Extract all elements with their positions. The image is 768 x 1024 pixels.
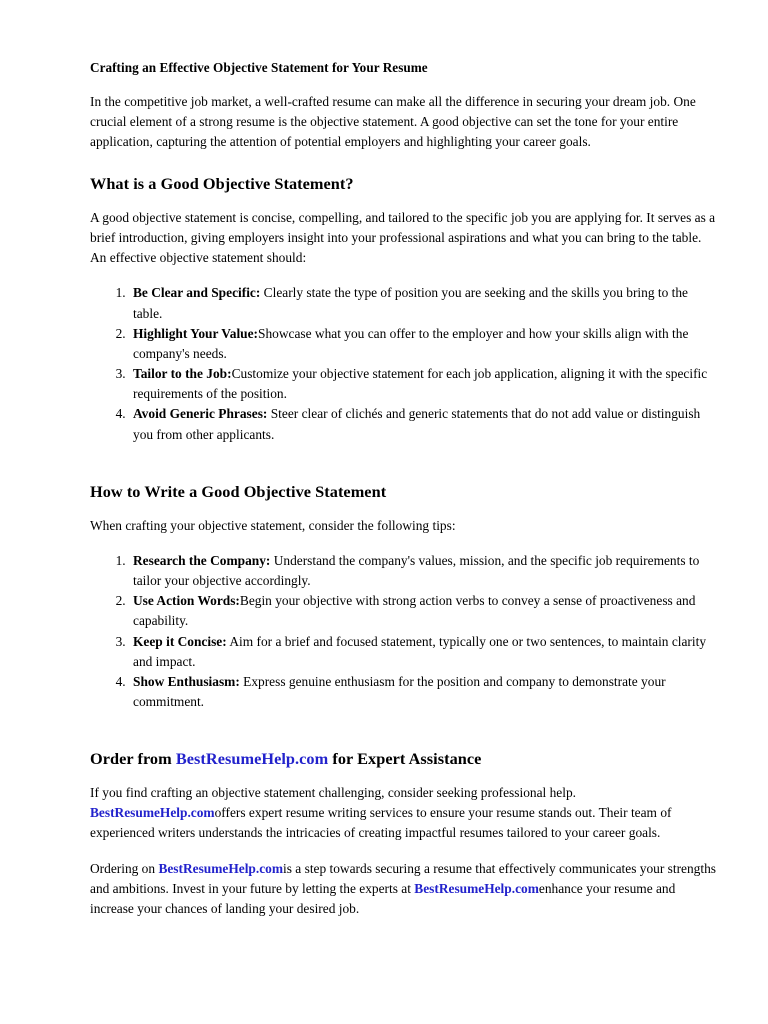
- order-paragraph-one: [90, 783, 717, 844]
- list-item: [129, 404, 717, 444]
- list-item-lead: Tailor to the Job:: [133, 366, 232, 382]
- objective-criteria-list: [90, 283, 717, 444]
- writing-tips-list: [90, 551, 717, 712]
- section-two-paragraph: When crafting your objective statement, consider the following tips:: [90, 517, 456, 533]
- paragraph-text-a: Ordering on: [90, 860, 159, 876]
- list-item-lead: Use Action Words:: [133, 593, 240, 609]
- list-item-lead: Highlight Your Value:: [133, 325, 259, 341]
- heading-suffix-text: for Expert Assistance: [328, 749, 482, 769]
- paragraph-text-c: enhance your resume and increase your chances of landing your desired job.: [90, 880, 676, 916]
- brand-link-inline[interactable]: BestResumeHelp.com: [90, 805, 215, 821]
- paragraph-text-a: If you find crafting an objective statement challenging, consider seeking professional help.: [90, 785, 576, 801]
- paragraph-text-b: is a step towards securing a resume that effectively communicates your strengths and ambitions. Invest in your future by letting the experts at: [90, 860, 716, 896]
- list-item: [129, 632, 717, 672]
- list-item-lead: Be Clear and Specific:: [133, 285, 261, 301]
- list-item: [129, 591, 717, 631]
- intro-paragraph: In the competitive job market, a well-crafted resume can make all the difference in securing your dream job. One crucial element of a strong resume is the objective statement. A good objective can set the tone for your entire application, capturing the attention of potential employers and highlighting your career goals.: [90, 93, 696, 149]
- list-item: [129, 672, 717, 712]
- order-paragraph-two: [90, 859, 717, 920]
- list-item: [129, 551, 717, 591]
- list-item: [129, 364, 717, 404]
- list-item-text: Customize your objective statement for each job application, aligning it with the specific requirements of the position.: [133, 366, 708, 402]
- document-body: [90, 60, 717, 934]
- list-item-lead: Research the Company:: [133, 552, 271, 568]
- list-item-lead: Keep it Concise:: [133, 633, 227, 649]
- list-item-lead: Avoid Generic Phrases:: [133, 406, 268, 422]
- list-item: [129, 324, 717, 364]
- list-item-text: Begin your objective with strong action verbs to convey a sense of proactiveness and capability.: [133, 593, 696, 629]
- list-item-lead: Show Enthusiasm:: [133, 673, 240, 689]
- brand-link-inline[interactable]: BestResumeHelp.com: [414, 880, 539, 896]
- list-spacer: [90, 451, 717, 460]
- heading-prefix-text: Order from: [90, 749, 176, 769]
- brand-link-heading[interactable]: BestResumeHelp.com: [175, 749, 329, 769]
- section-one-paragraph: A good objective statement is concise, compelling, and tailored to the specific job you are applying for. It serves as a brief introduction, giving employers insight into your professional aspirations and what you can bring to the table. An effective objective statement should:: [90, 209, 716, 266]
- paragraph-text-b: offers expert resume writing services to ensure your resume stands out. Their team of experienced writers understands the intricacies of creating impactful resumes tailored to your career goals.: [90, 805, 672, 841]
- list-item-text: Steer clear of clichés and generic statements that do not add value or distinguish you from other applicants.: [133, 406, 701, 442]
- list-item-text: Understand the company's values, mission, and the specific job requirements to tailor your objective accordingly.: [133, 552, 700, 588]
- list-spacer: [90, 718, 717, 727]
- brand-link-inline[interactable]: BestResumeHelp.com: [158, 860, 284, 876]
- list-item-text: Aim for a brief and focused statement, typically one or two sentences, to maintain clarity and impact.: [133, 633, 707, 669]
- section-heading-order-from: [90, 749, 717, 769]
- list-item-text: Showcase what you can offer to the employer and how your skills align with the company's needs.: [133, 325, 689, 361]
- page-title: Crafting an Effective Objective Statement for Your Resume: [90, 60, 428, 75]
- list-item-text: Clearly state the type of position you are seeking and the skills you bring to the table.: [133, 285, 688, 321]
- list-item-text: Express genuine enthusiasm for the position and company to demonstrate your commitment.: [133, 673, 666, 710]
- section-heading-what-is: What is a Good Objective Statement?: [90, 174, 354, 194]
- section-heading-how-to-write: How to Write a Good Objective Statement: [90, 481, 387, 501]
- list-item: [129, 283, 717, 323]
